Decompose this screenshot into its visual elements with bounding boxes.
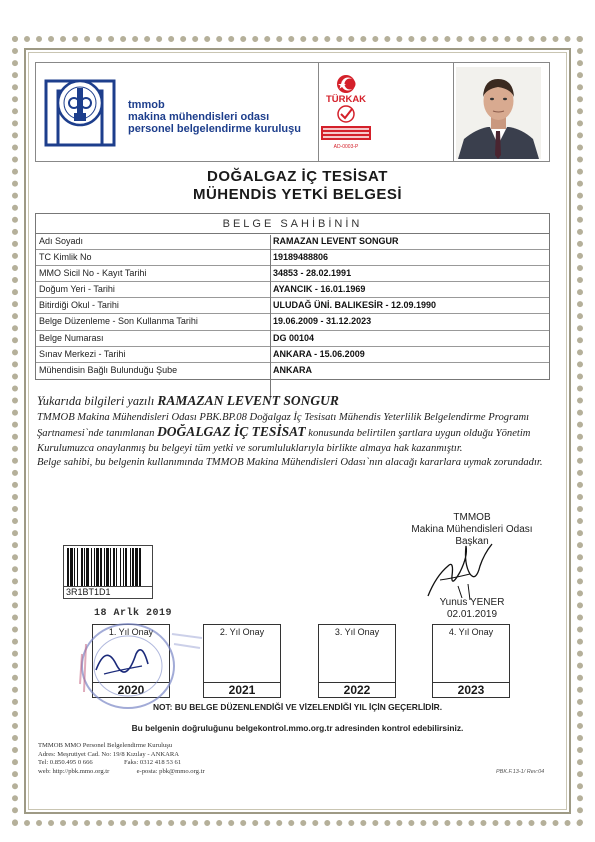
barcode-bar xyxy=(106,548,109,586)
barcode xyxy=(63,545,153,587)
owner-table-row xyxy=(36,250,549,266)
org-name-line2: personel belgelendirme kuruluşu xyxy=(128,123,301,135)
owner-field-value: ANKARA xyxy=(273,364,312,375)
approval-year: 2020 xyxy=(93,682,169,697)
barcode-bar xyxy=(81,548,83,586)
owner-field-label: Doğum Yeri - Tarihi xyxy=(39,284,115,295)
owner-table-row xyxy=(36,266,549,282)
barcode-bar xyxy=(100,548,102,586)
owner-field-value: 34853 - 28.02.1991 xyxy=(273,268,352,279)
owner-field-value: AYANCIK - 16.01.1969 xyxy=(273,284,366,295)
barcode-bar xyxy=(67,548,69,586)
barcode-bar xyxy=(74,548,75,586)
barcode-bar xyxy=(104,548,105,586)
barcode-bar xyxy=(123,548,124,586)
owner-field-label: Adı Soyadı xyxy=(39,236,84,246)
form-code: PBK.F.13-1/ Rev:04 xyxy=(496,769,545,775)
body-scope: DOĞALGAZ İÇ TESİSAT xyxy=(157,424,306,440)
approval-label: 4. Yıl Onay xyxy=(448,627,494,637)
owner-table-row xyxy=(36,314,549,330)
signatory-name: Yunus YENER xyxy=(439,597,505,608)
signatory-name-block xyxy=(392,597,552,621)
approval-year: 2022 xyxy=(319,682,395,697)
body-intro: Yukarıda bilgileri yazılı xyxy=(37,394,158,408)
owner-table-row xyxy=(36,347,549,363)
body-paragraph-2: Belge sahibi, bu belgenin kullanımında TMMOB Makina Mühendisleri Odası`nın alacağı kararlara uymak zorundadır. xyxy=(37,457,543,469)
barcode-bar xyxy=(139,548,141,586)
certificate-title-line2: MÜHENDİS YETKİ BELGESİ xyxy=(192,186,403,203)
barcode-bar xyxy=(110,548,111,586)
signature-date: 02.01.2019 xyxy=(446,609,498,620)
owner-field-value: 19189488806 xyxy=(273,252,329,263)
signatory-role: Başkan xyxy=(455,536,489,547)
approval-year: 2021 xyxy=(204,682,280,697)
approval-label: 1. Yıl Onay xyxy=(108,627,154,637)
org-short-name: tmmob xyxy=(128,99,165,111)
owner-table-row xyxy=(36,234,549,250)
barcode-bar xyxy=(96,548,99,586)
barcode-bar xyxy=(70,548,73,586)
signatory-org2: Makina Mühendisleri Odası xyxy=(411,524,533,535)
mmo-emblem-icon xyxy=(44,71,116,149)
org-name-line1: makina mühendisleri odası xyxy=(128,111,270,123)
certificate-body xyxy=(37,394,552,471)
owner-field-label: Mühendisin Bağlı Bulunduğu Şube xyxy=(39,364,178,375)
owner-field-label: MMO Sicil No - Kayıt Tarihi xyxy=(39,268,147,279)
owner-field-label: Belge Numarası xyxy=(39,332,104,343)
body-holder-name: RAMAZAN LEVENT SONGUR xyxy=(157,393,339,408)
approval-year: 2023 xyxy=(433,682,509,697)
footer-phone: Tel: 0.850.495 0 666 xyxy=(38,759,93,766)
barcode-bars xyxy=(64,546,153,587)
turkak-accreditation-logo xyxy=(315,74,377,154)
footer-org: TMMOB MMO Personel Belgelendirme Kuruluşu xyxy=(38,742,173,749)
approval-box-3 xyxy=(318,624,396,698)
owner-table-column-divider xyxy=(270,235,271,396)
owner-field-value: ULUDAĞ ÜNİ. BALIKESİR - 12.09.1990 xyxy=(273,300,437,311)
barcode-bar xyxy=(77,548,78,586)
barcode-bar xyxy=(94,548,95,586)
barcode-bar xyxy=(86,548,89,586)
stamp-date: 18 Arlk 2019 xyxy=(94,608,173,619)
owner-field-value: DG 00104 xyxy=(273,332,315,343)
header-box xyxy=(35,62,550,162)
owner-table-row xyxy=(36,363,549,379)
approval-label: 2. Yıl Onay xyxy=(219,627,265,637)
verification-note: Bu belgenin doğruluğunu belgekontrol.mmo.org.tr adresinden kontrol edebilirsiniz. xyxy=(131,723,464,733)
approval-label: 3. Yıl Onay xyxy=(334,627,380,637)
owner-field-label: Belge Düzenleme - Son Kullanma Tarihi xyxy=(39,316,198,327)
footer-address: Adres: Meşrutiyet Cad. No: 19/8 Kızılay - ANKARA xyxy=(38,750,180,758)
body-paragraph-part2: konusunda belirtilen şartlara uygun olduğu Yönetim Kurulumuzca onaylanmış bu belgeyi tüm yetki ve sorumluluklarıyla birlikte almaya hak kazanmıştır. xyxy=(37,428,531,454)
footer-fax: Faks: 0312 418 53 61 xyxy=(123,759,182,766)
barcode-id: 3R1BT1D1 xyxy=(63,587,153,599)
turkak-code: AD-0003-P xyxy=(333,144,359,150)
footer-contact xyxy=(38,742,558,776)
owner-field-label: Sınav Merkezi - Tarihi xyxy=(39,348,126,359)
validity-note: NOT: BU BELGE DÜZENLENDİĞİ VE VİZELENDİĞİ YIL İÇİN GEÇERLİDİR. xyxy=(152,702,443,712)
body-paragraph-part1: TMMOB Makina Mühendisleri Odası PBK.BP.08 Doğalgaz İç Tesisatı Mühendis Yeterlilik Belgelendirme Programı Şartnamesi`nde tanımlanan xyxy=(37,411,530,440)
barcode-bar xyxy=(91,548,92,586)
barcode-bar xyxy=(113,548,115,586)
turkak-label: TÜRKAK xyxy=(325,94,367,105)
barcode-bar xyxy=(84,548,85,586)
footer-email-link[interactable]: e-posta: pbk@mmo.org.tr xyxy=(136,767,205,775)
barcode-bar xyxy=(120,548,121,586)
owner-table-row xyxy=(36,282,549,298)
barcode-bar xyxy=(132,548,134,586)
footer-web-link[interactable]: web: http://pbk.mmo.org.tr xyxy=(38,767,110,775)
approval-box-2 xyxy=(203,624,281,698)
approval-box-4 xyxy=(432,624,510,698)
owner-field-label: Bitirdiği Okul - Tarihi xyxy=(39,300,119,311)
owner-field-value: RAMAZAN LEVENT SONGUR xyxy=(273,236,399,246)
barcode-bar xyxy=(135,548,138,586)
barcode-bar xyxy=(130,548,131,586)
handwritten-signature xyxy=(418,536,498,604)
owner-field-value: 19.06.2009 - 31.12.2023 xyxy=(273,316,372,327)
signatory-org1: TMMOB xyxy=(453,512,491,523)
owner-table-row xyxy=(36,298,549,314)
header-divider xyxy=(453,63,454,161)
barcode-bar xyxy=(116,548,117,586)
owner-field-label: TC Kimlik No xyxy=(39,252,92,263)
owner-table-row xyxy=(36,331,549,347)
owner-table-heading: BELGE SAHİBİNİN xyxy=(36,214,549,234)
owner-field-value: ANKARA - 15.06.2009 xyxy=(273,348,365,359)
owner-info-table xyxy=(35,213,550,380)
org-name-block xyxy=(128,99,301,135)
barcode-bar xyxy=(125,548,127,586)
holder-photo xyxy=(456,67,541,159)
certificate-title-line1: DOĞALGAZ İÇ TESİSAT xyxy=(207,168,388,185)
